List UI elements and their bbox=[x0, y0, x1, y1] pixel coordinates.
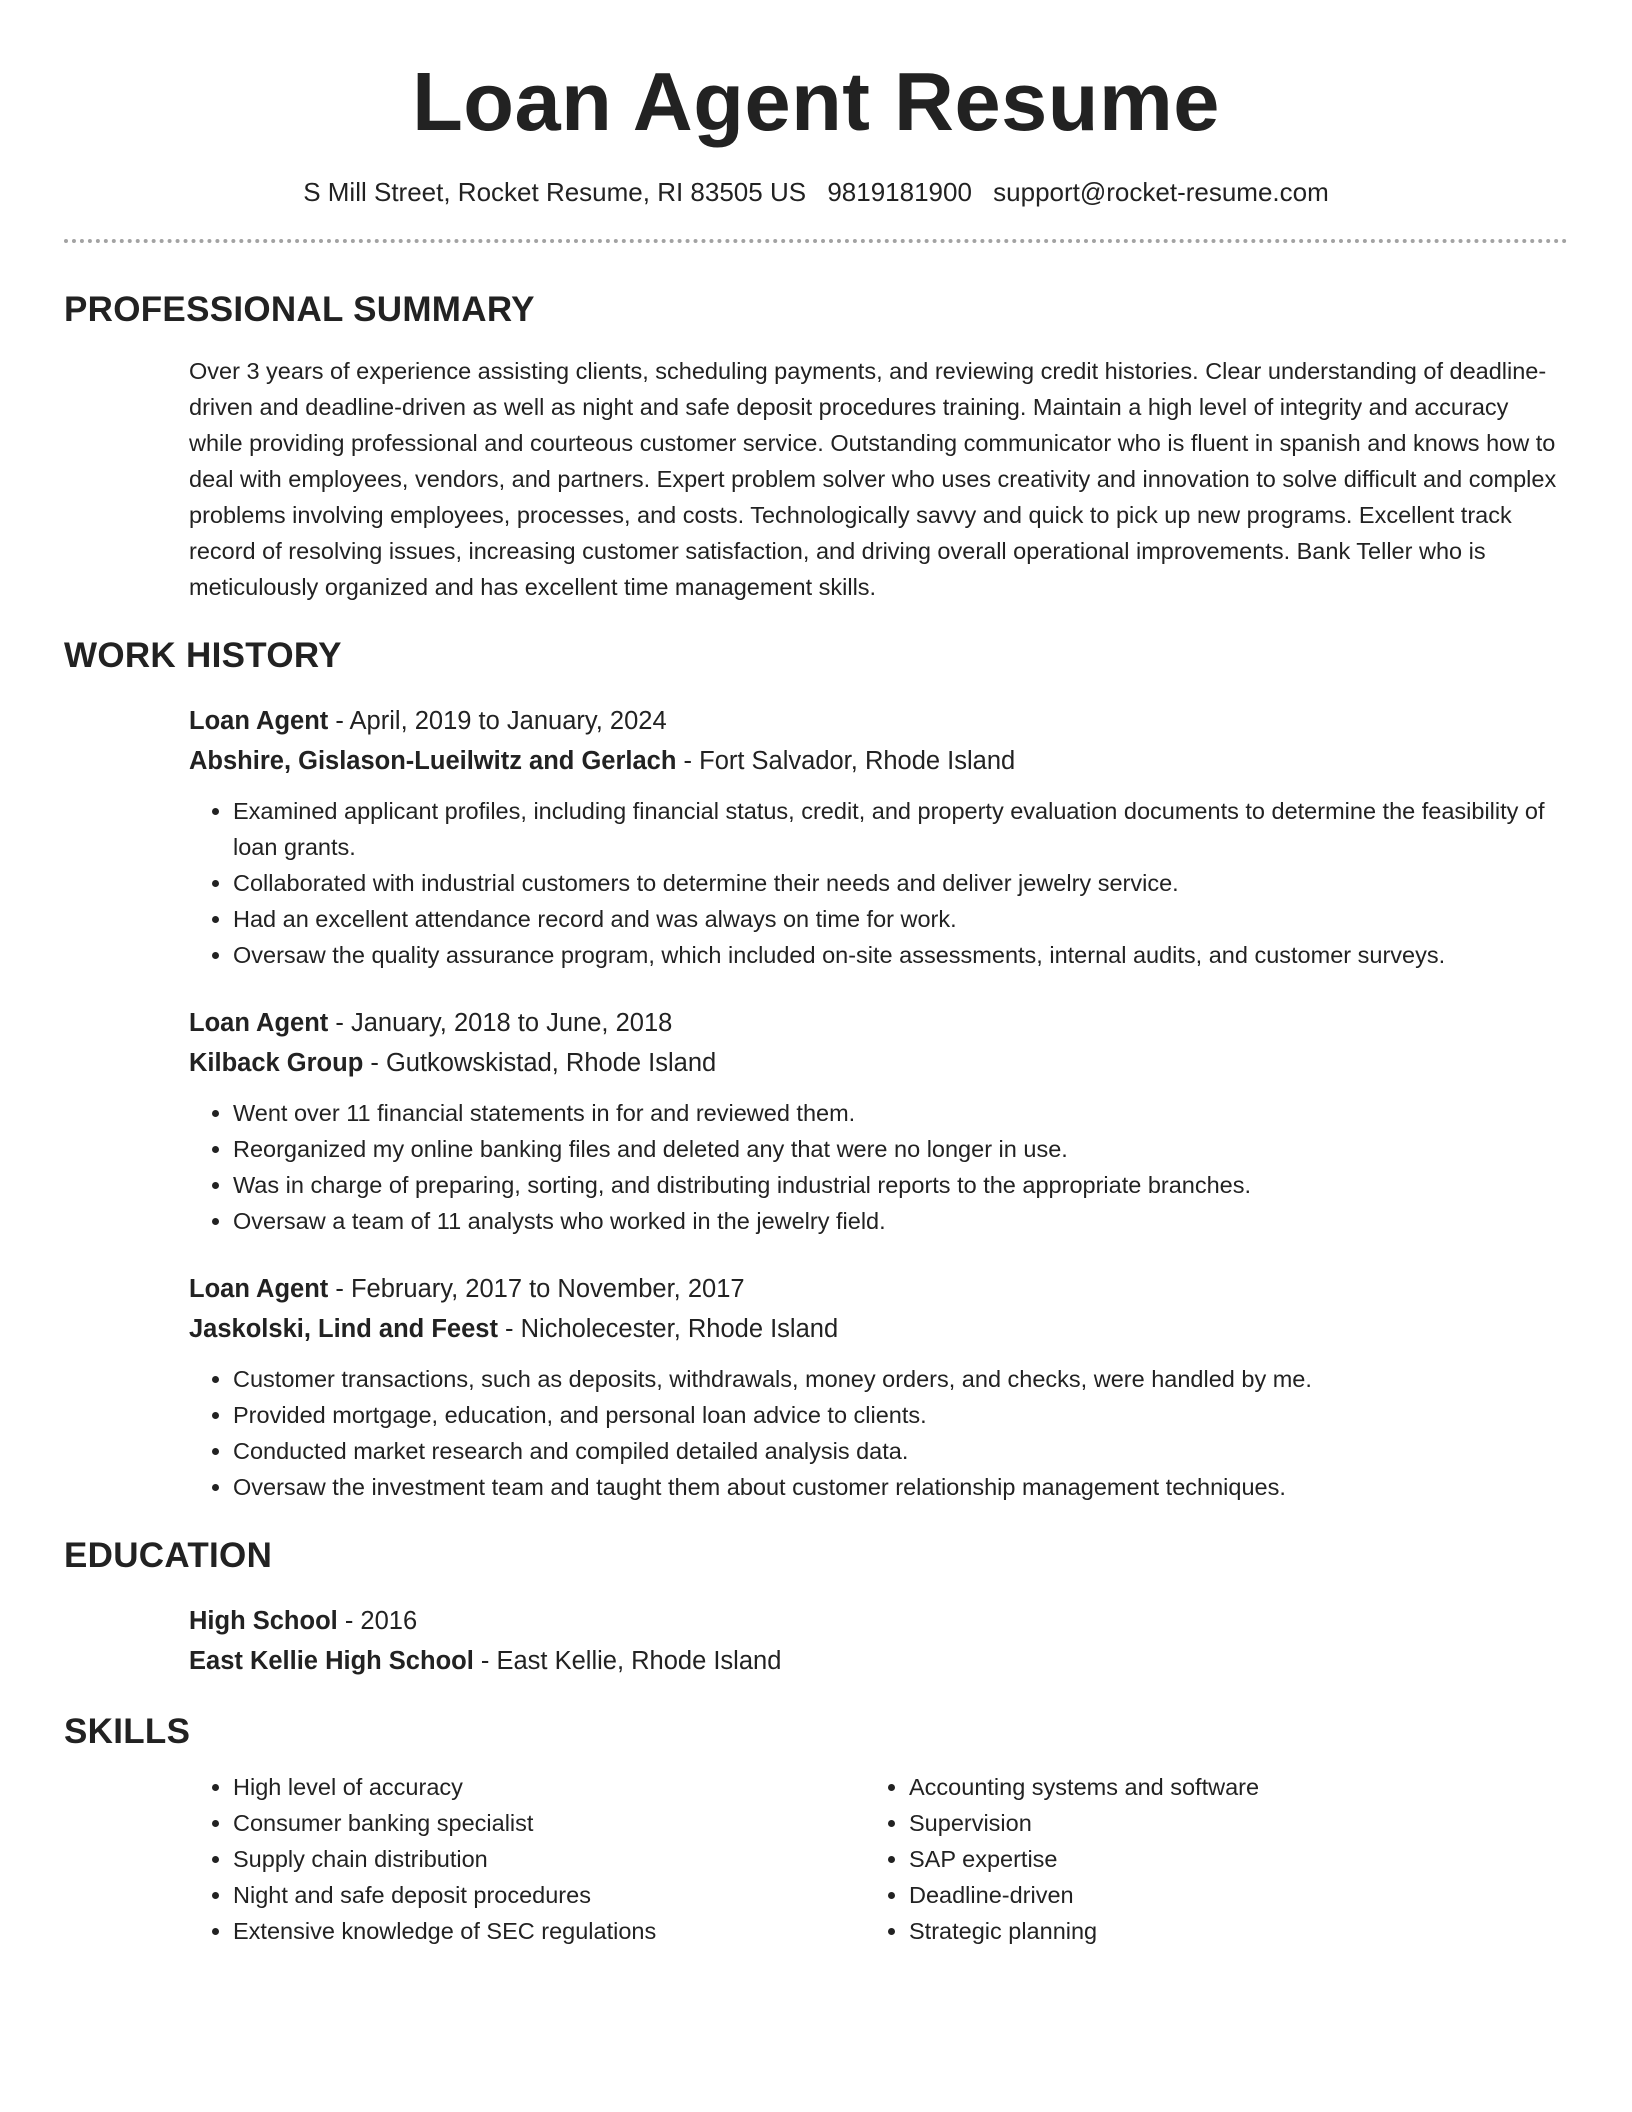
skills-section bbox=[64, 1711, 1568, 1949]
contact-line bbox=[64, 176, 1568, 210]
skill-item: • High level of accuracy bbox=[233, 1769, 865, 1805]
job-dates: - February, 2017 to November, 2017 bbox=[328, 1275, 745, 1304]
job-company: Abshire, Gislason-Lueilwitz and Gerlach bbox=[189, 747, 677, 776]
job-title: Loan Agent bbox=[189, 707, 329, 736]
job-title-line bbox=[189, 1003, 1568, 1043]
job-company: Jaskolski, Lind and Feest bbox=[189, 1315, 498, 1344]
job-bullet: • Had an excellent attendance record and was always on time for work. bbox=[233, 901, 1568, 937]
job-location: - Fort Salvador, Rhode Island bbox=[676, 747, 1016, 776]
job-entry bbox=[189, 1003, 1568, 1239]
skill-item: • Deadline-driven bbox=[909, 1877, 1541, 1913]
skills-columns bbox=[189, 1769, 1568, 1949]
job-title-line bbox=[189, 1269, 1568, 1309]
job-location: - Nicholecester, Rhode Island bbox=[497, 1315, 839, 1344]
skill-item: • Supervision bbox=[909, 1805, 1541, 1841]
job-bullet: • Examined applicant profiles, including financial status, credit, and property evaluation documents to determine the feasibility of loan grants. bbox=[233, 793, 1568, 865]
contact-phone: 9819181900 bbox=[827, 176, 972, 207]
job-title: Loan Agent bbox=[189, 1275, 329, 1304]
education-section bbox=[64, 1535, 1568, 1681]
header-divider bbox=[64, 239, 1568, 243]
education-degree-line bbox=[189, 1601, 1568, 1641]
skill-item: • Strategic planning bbox=[909, 1913, 1541, 1949]
work-history-heading: WORK HISTORY bbox=[64, 636, 342, 676]
skills-heading: SKILLS bbox=[64, 1712, 191, 1752]
skills-left-column bbox=[189, 1769, 865, 1949]
job-entry bbox=[189, 1269, 1568, 1505]
job-bullet: • Was in charge of preparing, sorting, and distributing industrial reports to the appropriate branches. bbox=[233, 1167, 1568, 1203]
job-dates: - January, 2018 to June, 2018 bbox=[328, 1009, 673, 1038]
job-location: - Gutkowskistad, Rhode Island bbox=[363, 1049, 717, 1078]
skill-item: • Supply chain distribution bbox=[233, 1841, 865, 1877]
job-bullets bbox=[189, 1361, 1568, 1505]
resume-title: Loan Agent Resume bbox=[412, 55, 1220, 148]
education-heading: EDUCATION bbox=[64, 1536, 273, 1576]
skill-item: • Extensive knowledge of SEC regulations bbox=[233, 1913, 865, 1949]
job-bullet: • Customer transactions, such as deposits, withdrawals, money orders, and checks, were handled by me. bbox=[233, 1361, 1568, 1397]
contact-email: support@rocket-resume.com bbox=[993, 176, 1329, 207]
job-bullet: • Oversaw the investment team and taught them about customer relationship management techniques. bbox=[233, 1469, 1568, 1505]
education-school: East Kellie High School bbox=[189, 1647, 474, 1676]
summary-section bbox=[64, 289, 1568, 605]
skill-item: • Night and safe deposit procedures bbox=[233, 1877, 865, 1913]
skill-item: • Accounting systems and software bbox=[909, 1769, 1541, 1805]
skill-item: • SAP expertise bbox=[909, 1841, 1541, 1877]
job-bullet: • Provided mortgage, education, and personal loan advice to clients. bbox=[233, 1397, 1568, 1433]
job-company: Kilback Group bbox=[189, 1049, 364, 1078]
job-title: Loan Agent bbox=[189, 1009, 329, 1038]
education-year: - 2016 bbox=[337, 1607, 418, 1636]
job-bullets bbox=[189, 793, 1568, 973]
education-location: - East Kellie, Rhode Island bbox=[473, 1647, 782, 1676]
summary-text: Over 3 years of experience assisting clients, scheduling payments, and reviewing credit histories. Clear understanding of deadline-driven and deadline-driven as well as night and safe deposit procedures training. Maintain a high level of integrity and accuracy while providing professional and courteous customer service. Outstanding communicator who is fluent in spanish and knows how to deal with employees, vendors, and partners. Expert problem solver who uses creativity and innovation to solve difficult and complex problems involving employees, processes, and costs. Technologically savvy and quick to pick up new programs. Excellent track record of resolving issues, increasing customer satisfaction, and driving overall operational improvements. Bank Teller who is meticulously organized and has excellent time management skills. bbox=[189, 358, 1557, 601]
summary-heading: PROFESSIONAL SUMMARY bbox=[64, 290, 535, 330]
job-entry bbox=[189, 701, 1568, 973]
job-bullet: • Conducted market research and compiled detailed analysis data. bbox=[233, 1433, 1568, 1469]
skills-right-column bbox=[865, 1769, 1541, 1949]
education-degree: High School bbox=[189, 1607, 338, 1636]
job-bullet: • Oversaw a team of 11 analysts who worked in the jewelry field. bbox=[233, 1203, 1568, 1239]
job-dates: - April, 2019 to January, 2024 bbox=[328, 707, 667, 736]
job-company-line bbox=[189, 1043, 1568, 1083]
education-school-line bbox=[189, 1641, 1568, 1681]
job-company-line bbox=[189, 1309, 1568, 1349]
job-bullet: • Oversaw the quality assurance program, which included on-site assessments, internal audits, and customer surveys. bbox=[233, 937, 1568, 973]
job-company-line bbox=[189, 741, 1568, 781]
job-bullet: • Collaborated with industrial customers to determine their needs and deliver jewelry service. bbox=[233, 865, 1568, 901]
skill-item: • Consumer banking specialist bbox=[233, 1805, 865, 1841]
job-bullet: • Went over 11 financial statements in for and reviewed them. bbox=[233, 1095, 1568, 1131]
job-bullets bbox=[189, 1095, 1568, 1239]
work-history-section bbox=[64, 635, 1568, 1505]
job-title-line bbox=[189, 701, 1568, 741]
job-bullet: • Reorganized my online banking files and deleted any that were no longer in use. bbox=[233, 1131, 1568, 1167]
contact-address: S Mill Street, Rocket Resume, RI 83505 US bbox=[303, 176, 807, 207]
